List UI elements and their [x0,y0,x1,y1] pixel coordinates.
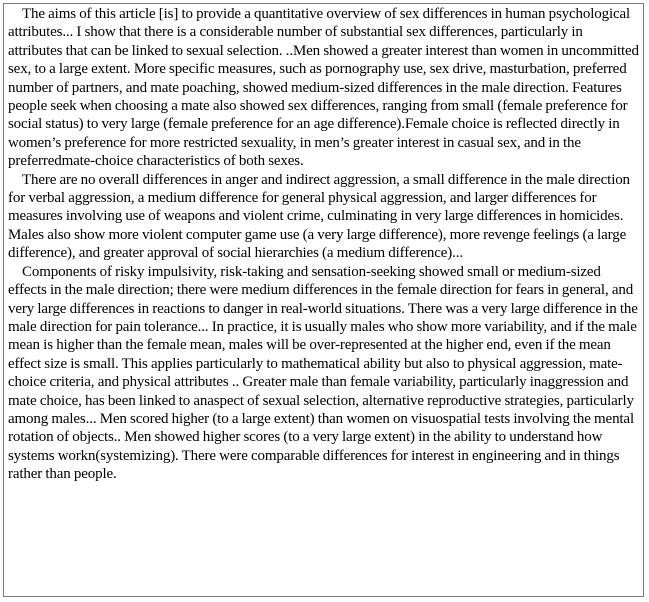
paragraph-2: There are no overall differences in anger and indirect aggression, a small difference in the male direction for verbal aggression, a medium difference for general physical aggression, and larger differences for measures involving use of weapons and violent crime, culminating in very large differences in homicides. Males also show more violent computer game use (a very large difference), more revenge feelings (a large difference), and greater approval of social hierarchies (a medium difference)... [8,171,630,262]
paragraph-3: Components of risky impulsivity, risk-taking and sensation-seeking showed small or medium-sized effects in the male direction; there were medium differences in the female direction for fears in general, and very large differences in reactions to danger in real-world situations. There was a very large difference in the male direction for pain tolerance... In practice, it is usually males who show more variability, and if the male mean is higher than the female mean, males will be over-represented at the higher end, even if the mean effect size is small. This applies particularly to mathematical ability but also to physical aggression, mate-choice criteria, and physical attributes .. Greater male than female variability, particularly inaggression and mate choice, has been linked to anaspect of sexual selection, alternative reproductive strategies, particularly among males... Men scored higher (to a large extent) than women on visuospatial tests involving the mental rotation of objects.. Men showed higher scores (to a very large extent) in the ability to understand how systems workn(systemizing). There were comparable differences for interest in engineering and in things rather than people. [8,263,638,483]
text-box [3,3,644,597]
paragraph-1: The aims of this article [is] to provide a quantitative overview of sex differences in human psychological attributes... I show that there is a considerable number of substantial sex differences, particularly in attributes that can be linked to sexual selection. ..Men showed a greater interest than women in uncommitted sex, to a large extent. More specific measures, such as pornography use, sex drive, masturbation, preferred number of partners, and mate poaching, showed medium-sized differences in the male direction. Features people seek when choosing a mate also showed sex differences, ranging from small (female preference for social status) to very large (female preference for an age difference).Female choice is reflected directly in women’s preference for more restricted sexuality, in men’s greater interest in casual sex, and in the preferredmate-choice characteristics of both sexes. [8,6,639,170]
